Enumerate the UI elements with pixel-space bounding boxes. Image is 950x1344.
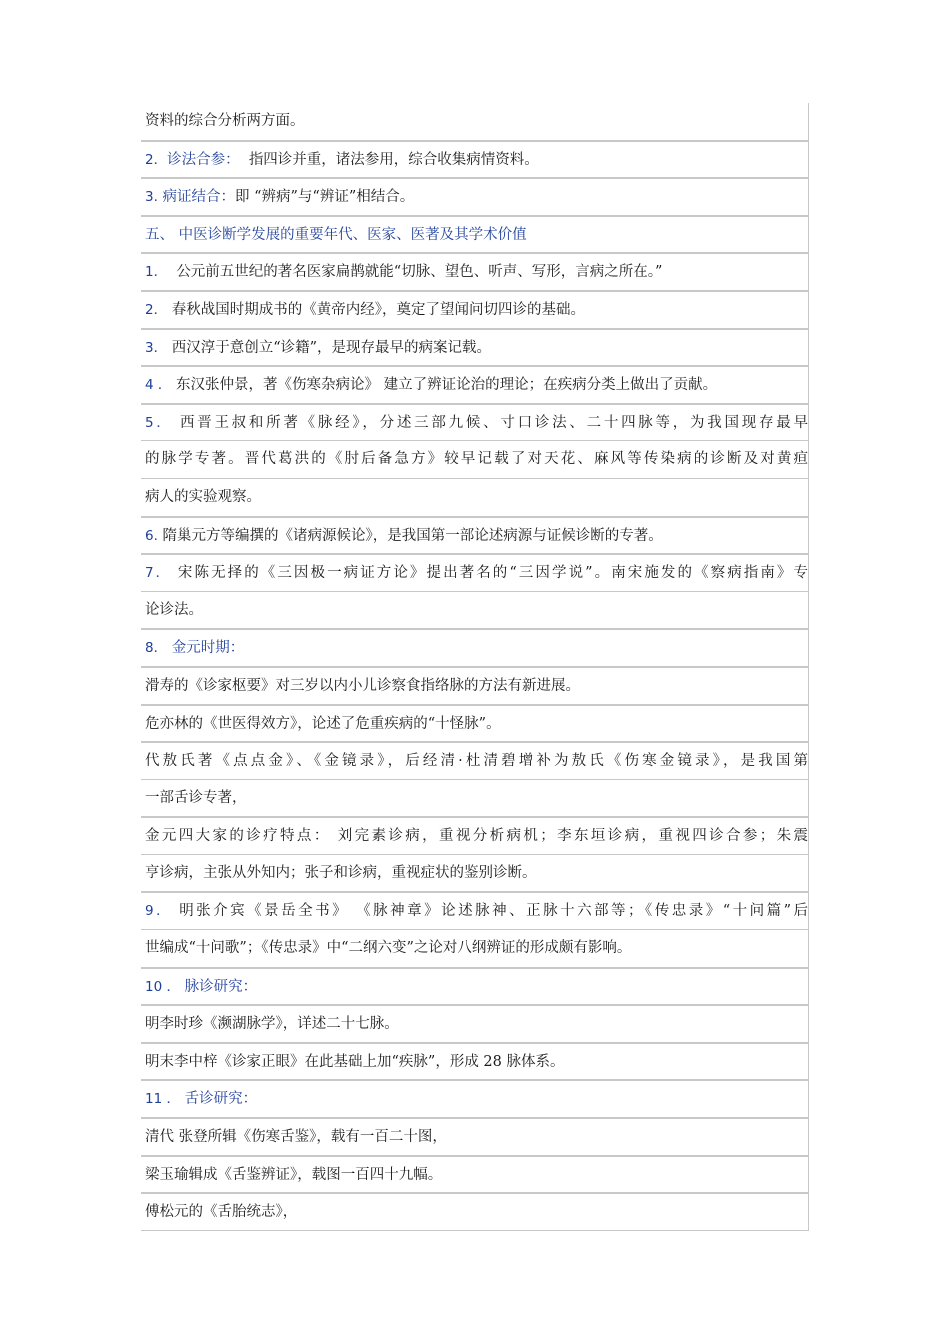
text-row: [141, 329, 809, 367]
item-text: 明李时珍《濒湖脉学》，详述二十七脉。: [145, 1016, 399, 1033]
text-row: [141, 366, 809, 404]
text-row: [141, 1005, 809, 1043]
item-text: 指四诊并重，诸法参用，综合收集病情资料。: [248, 151, 539, 168]
item-number: 2．: [145, 301, 168, 318]
item-text: 的脉学专著。晋代葛洪的《肘后备急方》较早记载了对天花、麻风等传染病的诊断及对黄疸: [145, 451, 808, 468]
text-row: [141, 817, 809, 855]
item-number: 2．: [145, 151, 168, 168]
text-row: [141, 141, 809, 179]
item-number: 10 ．: [145, 978, 180, 995]
item-number: 5．: [145, 414, 173, 431]
text-row: [141, 629, 809, 667]
section-heading: 五、 中医诊断学发展的重要年代、医家、医著及其学术价值: [145, 226, 527, 243]
text-row: [141, 930, 809, 968]
text-row: [141, 780, 809, 818]
item-heading: 舌诊研究：: [184, 1091, 258, 1108]
text-row: [141, 892, 809, 930]
item-number: 9．: [145, 903, 173, 920]
item-text: 论诊法。: [145, 601, 203, 618]
item-number: 3.: [145, 189, 158, 206]
text-row: [141, 592, 809, 630]
text-row: [141, 253, 809, 291]
item-text: 隋巢元方等编撰的《诸病源候论》，是我国第一部论述病源与证候诊断的专著。: [162, 527, 663, 544]
item-text: 即 “辨病”与“辨证”相结合。: [235, 189, 415, 206]
item-text: 东汉张仲景，著《伤寒杂病论》 建立了辨证论治的理论；在疾病分类上做出了贡献。: [176, 377, 718, 394]
text-row: [141, 742, 809, 780]
text-row: [141, 1043, 809, 1081]
text-row: [141, 103, 809, 141]
item-text: 明末李中梓《诊家正眼》在此基础上加“疾脉”，形成 28 脉体系。: [145, 1053, 565, 1070]
item-number: 11 ．: [145, 1091, 180, 1108]
text-row: [141, 441, 809, 479]
text-row: [141, 855, 809, 893]
item-text: 春秋战国时期成书的《黄帝内经》，奠定了望闻问切四诊的基础。: [171, 301, 585, 318]
item-heading: 诊法合参：: [167, 151, 240, 168]
item-number: 8．: [145, 640, 168, 657]
item-number: 1．: [145, 264, 168, 281]
item-text: 清代 张登所辑《伤寒舌鉴》，载有一百二十图，: [145, 1129, 447, 1146]
item-text: 金元四大家的诊疗特点： 刘完素诊病，重视分析病机；李东垣诊病，重视四诊合参；朱震: [145, 828, 808, 845]
item-text: 傅松元的《舌胎统志》，: [145, 1204, 298, 1221]
text-row: [141, 554, 809, 592]
text-row: [141, 705, 809, 743]
text-row: [141, 1193, 809, 1231]
document-page: [141, 103, 809, 1231]
text-row: [141, 216, 809, 254]
text-row: [141, 404, 809, 442]
text-row: [141, 291, 809, 329]
item-number: 6.: [145, 527, 158, 544]
item-text: 病人的实验观察。: [145, 488, 261, 505]
item-text: 西汉淳于意创立“诊籍”，是现存最早的病案记载。: [171, 339, 492, 356]
item-text: 公元前五世纪的著名医家扁鹊就能“切脉、望色、听声、写形，言病之所在。”: [176, 264, 663, 281]
item-text: 西晋王叔和所著《脉经》，分述三部九候、寸口诊法、二十四脉等，为我国现存最早: [179, 414, 809, 431]
text-row: [141, 517, 809, 555]
text-row: [141, 1080, 809, 1118]
item-text: 一部舌诊专著，: [145, 789, 247, 806]
item-text: 危亦林的《世医得效方》，论述了危重疾病的“十怪脉”。: [145, 715, 501, 732]
text-row: [141, 1156, 809, 1194]
text-row: [141, 968, 809, 1006]
text-row: [141, 479, 809, 517]
item-heading: 金元时期：: [171, 640, 245, 657]
text-row: [141, 1118, 809, 1156]
item-heading: 脉诊研究：: [184, 978, 258, 995]
item-text: 代敖氏著《点点金》、《金镜录》，后经清·杜清碧增补为敖氏《伤寒金镜录》，是我国第: [145, 753, 808, 770]
text-row: [141, 178, 809, 216]
item-text: 世编成“十问歌”；《传忠录》中“二纲六变”之论对八纲辨证的形成颇有影响。: [145, 940, 632, 957]
item-number: 4 ．: [145, 377, 172, 394]
item-text: 宋陈无择的《三因极一病证方论》提出著名的“三因学说”。南宋施发的《察病指南》专: [177, 565, 808, 582]
item-text: 亨诊病，主张从外知内；张子和诊病，重视症状的鉴别诊断。: [145, 864, 537, 881]
item-text: 滑寿的《诊家枢要》对三岁以内小儿诊察食指络脉的方法有新进展。: [145, 677, 580, 694]
item-heading: 病证结合：: [162, 189, 235, 206]
item-text: 明张介宾《景岳全书》 《脉神章》论述脉神、正脉十六部等；《传忠录》“十问篇”后: [179, 903, 809, 920]
text-row: [141, 667, 809, 705]
item-text: 梁玉瑜辑成《舌鉴辨证》，载图一百四十九幅。: [145, 1166, 443, 1183]
item-number: 7．: [145, 565, 172, 582]
item-text: 资料的综合分析两方面。: [145, 113, 305, 129]
item-number: 3．: [145, 339, 168, 356]
